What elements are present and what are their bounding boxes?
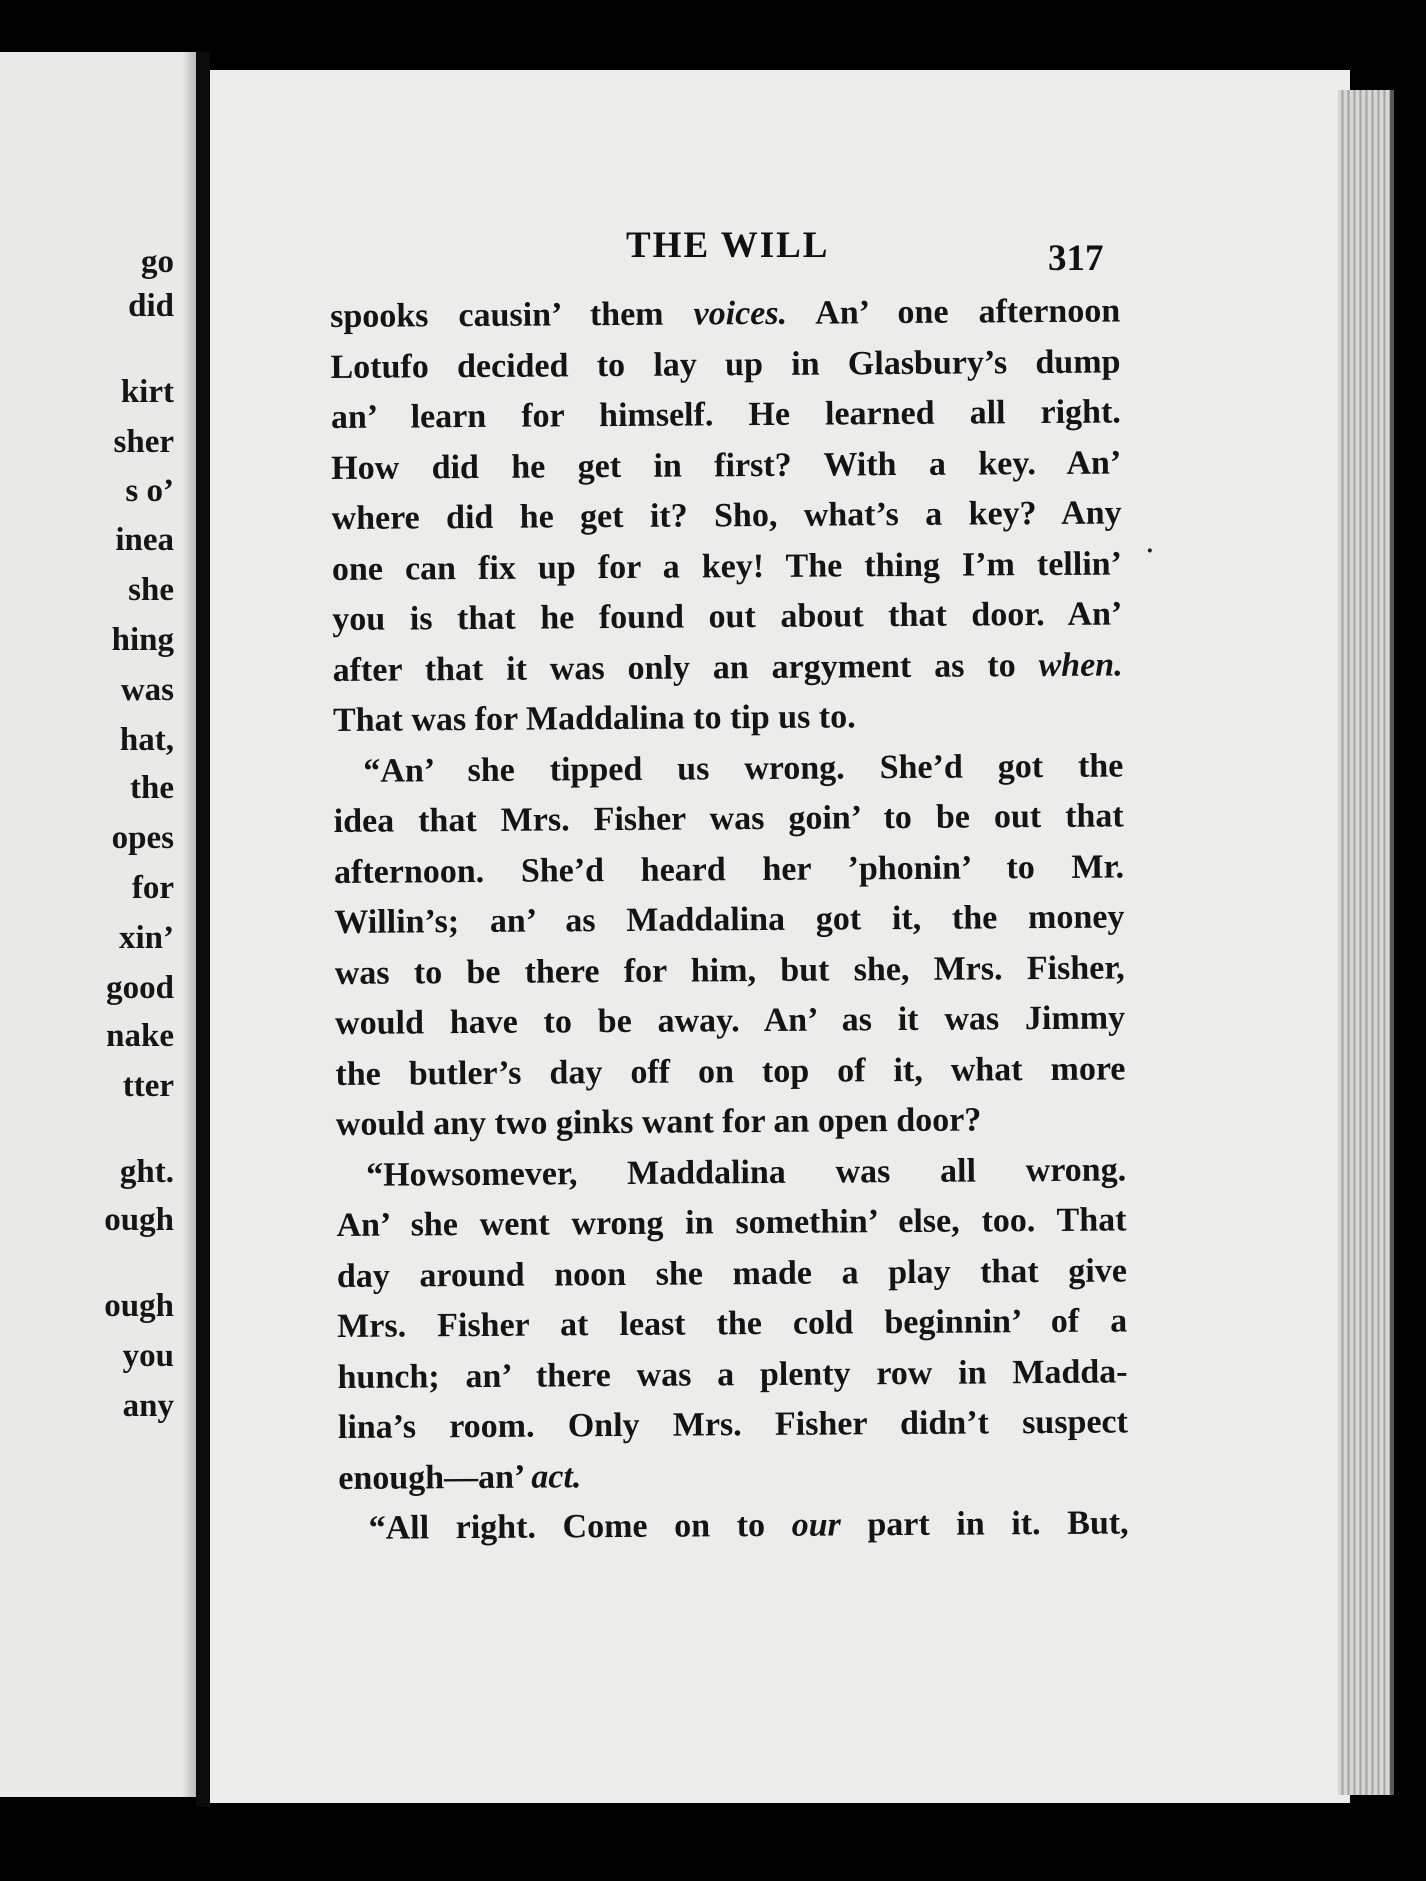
- page-edge: [1338, 90, 1394, 1795]
- text-line: [332, 589, 1122, 645]
- text-line: [338, 1448, 1128, 1504]
- left-fragment: ough: [104, 1202, 174, 1238]
- left-fragment: kirt: [120, 374, 174, 410]
- text-segment: part in it. But,: [840, 1504, 1129, 1544]
- text-line: [337, 1246, 1127, 1302]
- left-fragment: go: [141, 244, 174, 280]
- text-segment: when.: [1038, 645, 1123, 684]
- left-fragment: hing: [111, 622, 174, 658]
- left-page-text-fragments: [66, 52, 186, 1797]
- text-line: [332, 539, 1122, 595]
- left-fragment: s o’: [125, 473, 174, 509]
- text-segment: An’ she went wrong in somethin’ else, too. That: [336, 1201, 1127, 1244]
- text-segment: where did he get it? Sho, what’s a key? Any: [331, 494, 1122, 537]
- text-line: [335, 1044, 1125, 1100]
- left-fragment: ough: [104, 1288, 174, 1324]
- left-fragment: nake: [106, 1018, 174, 1054]
- left-fragment: the: [130, 770, 174, 806]
- text-segment: voices.: [693, 294, 788, 333]
- text-line: [333, 741, 1123, 797]
- text-segment: lina’s room. Only Mrs. Fisher didn’t suspect: [337, 1403, 1129, 1446]
- text-line: [330, 337, 1120, 393]
- body-text: [330, 286, 1129, 1554]
- left-page: [0, 52, 196, 1797]
- text-segment: afternoon. She’d heard her ’phonin’ to Mr.: [333, 847, 1125, 891]
- text-segment: would any two ginks want for an open door?: [335, 1101, 982, 1143]
- book-spine-gutter: [196, 52, 210, 1807]
- text-line: [336, 1195, 1126, 1251]
- text-line: [338, 1397, 1128, 1453]
- text-line: [334, 892, 1124, 948]
- text-line: [337, 1347, 1127, 1403]
- text-line: [332, 640, 1122, 696]
- text-segment: after that it was only an argyment as to: [332, 646, 1039, 689]
- running-head: THE WILL: [626, 225, 830, 266]
- text-segment: act.: [531, 1457, 582, 1496]
- text-segment: “All right. Come on to: [368, 1506, 792, 1547]
- text-segment: enough—an’: [338, 1458, 532, 1497]
- text-line: [333, 690, 1123, 746]
- text-segment: our: [791, 1506, 841, 1544]
- text-segment: Mrs. Fisher at least the cold beginnin’ of a: [337, 1302, 1128, 1345]
- left-fragment: she: [128, 572, 174, 608]
- text-segment: you is that he found out about that door. An’: [332, 595, 1123, 638]
- page-number: 317: [1048, 238, 1104, 279]
- left-fragment: good: [106, 970, 174, 1006]
- text-line: [331, 387, 1121, 443]
- text-line: [334, 791, 1124, 847]
- left-fragment: xin’: [118, 920, 174, 956]
- left-fragment: hat,: [119, 722, 174, 758]
- text-segment: “An’ she tipped us wrong. She’d got the: [363, 746, 1124, 790]
- margin-mark: ·: [1146, 538, 1154, 564]
- left-fragment: sher: [113, 424, 174, 460]
- text-line: [335, 943, 1125, 999]
- text-line: [336, 1094, 1126, 1150]
- text-line: [338, 1498, 1128, 1554]
- text-line: [337, 1296, 1127, 1352]
- left-fragment: was: [120, 672, 174, 708]
- text-segment: An’ one afternoon: [786, 292, 1121, 332]
- text-segment: would have to be away. An’ as it was Jimmy: [334, 999, 1126, 1042]
- text-segment: idea that Mrs. Fisher was goin’ to be out that: [333, 797, 1124, 840]
- left-fragment: opes: [111, 820, 174, 856]
- text-line: [335, 993, 1125, 1049]
- left-fragment: did: [128, 288, 174, 324]
- text-segment: spooks causin’ them: [330, 295, 694, 335]
- text-line: [331, 438, 1121, 494]
- text-segment: How did he get in first? With a key. An’: [331, 443, 1122, 487]
- left-fragment: any: [122, 1388, 174, 1424]
- text-segment: one can fix up for a key! The thing I’m tellin’: [331, 544, 1123, 588]
- text-segment: Lotufo decided to lay up in Glasbury’s dump: [330, 342, 1121, 386]
- left-fragment: for: [131, 870, 174, 906]
- left-fragment: you: [122, 1338, 174, 1374]
- left-fragment: inea: [115, 522, 174, 558]
- text-segment: an’ learn for himself. He learned all right.: [330, 393, 1121, 436]
- gutter-shadow: [182, 52, 196, 1797]
- text-segment: Willin’s; an’ as Maddalina got it, the money: [334, 898, 1125, 941]
- text-line: [331, 488, 1121, 544]
- text-segment: That was for Maddalina to tip us to.: [332, 698, 856, 739]
- text-segment: day around noon she made a play that give: [336, 1251, 1127, 1295]
- text-line: [334, 842, 1124, 898]
- text-line: [330, 286, 1120, 342]
- left-fragment: tter: [122, 1068, 174, 1104]
- text-segment: “Howsomever, Maddalina was all wrong.: [366, 1150, 1127, 1194]
- text-segment: was to be there for him, but she, Mrs. Fisher,: [334, 948, 1125, 992]
- left-fragment: ght.: [119, 1154, 174, 1190]
- text-line: [336, 1145, 1126, 1201]
- text-segment: the butler’s day off on top of it, what more: [335, 1049, 1126, 1093]
- text-segment: hunch; an’ there was a plenty row in Madda-: [337, 1352, 1128, 1396]
